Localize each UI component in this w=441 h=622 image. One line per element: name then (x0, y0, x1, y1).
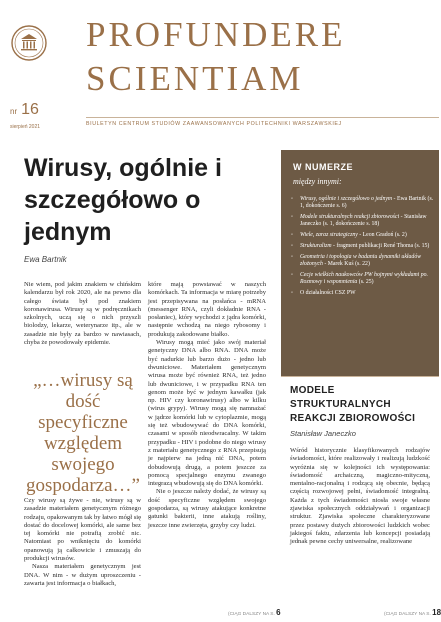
masthead (0, 0, 439, 130)
contents-item-title: Geometria i topologia w badaniu dynamiki układów złożonych (300, 254, 422, 267)
issue-number-value: 16 (21, 101, 39, 118)
issue-number (10, 101, 39, 119)
second-article-author: Stanisław Janeczko (290, 429, 356, 438)
bullet-icon: ◦ (291, 254, 294, 260)
contents-item-title: Cecje wielkich naukowców PW hojnymi wykładami po. Rozmowy i wspomnienia (300, 272, 428, 285)
pull-quote: „…wirusy są dość specyficzne względem swojego gospodarza…” (26, 370, 140, 496)
contents-item-info: - Marek Kuś (s. 22) (322, 261, 370, 267)
article-column-1-continued (24, 497, 141, 588)
continued-page: 6 (276, 608, 281, 617)
bullet-icon: ◦ (291, 243, 294, 249)
sidebar-subtitle: między innymi: (293, 177, 342, 186)
contents-list (291, 196, 435, 301)
paragraph: Nasza materiałem genetycznym jest DNA. W nim - w dużym uproszczeniu - zawarta jest informacja o białkach, (24, 563, 141, 587)
paragraph: Czy wirusy są żywe - nie, wirusy są w zasadzie materiałem genetycznym różnego rodzaju, opakowanym tak by łatwo mógł się dostać do docelowej komórki, ale same bez tej komórki nie potrafią zrobić nic. Natomiast po wniknięciu do komórki opanowują ją całkowicie i zmuszają do produkcji wirusów. (24, 497, 142, 563)
contents-item-title: Wirusy, ogólnie i szczegółowo o jednym (300, 196, 393, 202)
masthead-title-line1: PROFUNDERE (86, 15, 346, 54)
paragraph: Wśród historycznie klasyfikowanych rodzajów świadomości, które realizowały i realizują ludzkość wyróżnia się w kolejności ich występowania: świadomość archaiczną, magiczno-mityczną, mentalno-racjonalną i rodzącą się obecnie, będącą częścią rozwojowej pełni, świadomość integralną. Każda z tych świadomości niosła swoje własne zjawiska społecznych oddziaływań i organizacji struktur. Zjawiska społeczne charakteryzowane przez postawy dużych zbiorowości ludzkich wobec jakiegoś faktu, zdarzenia lub koncepcji posiadają jednak pewne cechy uniwersalne, realizowane (290, 447, 430, 546)
article-column-2 (148, 281, 266, 530)
continued-note-article2 (384, 608, 441, 617)
bullet-icon: ◦ (291, 214, 294, 220)
article-author: Ewa Bartnik (24, 255, 67, 264)
paragraph: Wirusy mogą mieć jako swój materiał genetyczny DNA albo RNA. DNA może być nadurkie lub barzo dużo - jedno lub dwuniciowe. Materiałem genetycznym wirusa może być również RNA, też jedno lub dwuniciowe, i w przypadku RNA ten genom może być w jednym kawałku (jak np. HIV czy koronawirusy) albo w kilku (wirus grypy). Wirusy mogą się namnażać w jądrze komórki lub w cytoplazmie, mogą się też wbudowywać do DNA komórki, czasami w sposób nieodwracalny. W takim przypadku - HIV i podobne do niego wirusy z materiału genetycznego z RNA przepisują je najpierw na jedną nić DNA, potem dobudowują drugą, a potem jeszcze za pomocą specjalnego enzymu zwanego integrazą wbudowują się do DNA komórki. (148, 339, 266, 488)
bulletin-subtitle: BIULETYN CENTRUM STUDIÓW ZAAWANSOWANYCH POLITECHNIKI WARSZAWSKIEJ (86, 121, 342, 127)
bullet-icon: ◦ (291, 272, 294, 278)
contents-item-title: Modele strukturalnych reakcji zbiorowości (300, 214, 400, 220)
contents-item[interactable] (291, 290, 435, 297)
contents-item[interactable] (291, 232, 435, 239)
second-article-title: MODELE STRUKTURALNYCH REAKCJI ZBIOROWOŚCI (290, 385, 416, 424)
bullet-icon: ◦ (291, 232, 294, 238)
bullet-icon: ◦ (291, 290, 294, 296)
in-this-issue-box (281, 150, 439, 376)
contents-item[interactable] (291, 272, 435, 286)
article-column-1 (24, 281, 141, 347)
second-article-column (290, 447, 430, 547)
contents-item-title: Strukturalizm (300, 243, 332, 249)
contents-item-info: - Leon Gradoń (s. 2) (357, 232, 407, 238)
contents-item-info: - fragment publikacji René Thoma (s. 15) (331, 243, 430, 249)
contents-item[interactable] (291, 254, 435, 268)
paragraph: Nie o jeszcze należy dodać, że wirusy są dość specyficzne względem swojego gospodarza, są wirusy atakujące konkretne gatunki bakterii, inne atakują rośliny, jeszcze inne zwierzęta, grzyby czy ludzi. (148, 488, 266, 529)
paragraph: Nie wiem, pod jakim znakiem w chińskim kalendarzu był rok 2020, ale na pewno dla całego świata był pod znakiem koronawirusa. Wirusy są w podręcznikach szkolnych, uczą się o nich przyszli biolodzy, lekarze, weterynarze itp., ale w zasadzie nie były za bardzo w nawiasach, chyba że powodowały epidemie. (24, 281, 141, 347)
paragraph: które mają powstawać w naszych komórkach. Ta informacja w miarę potrzeby jest przepisywana na posłańca - mRNA (messenger RNA, czyli dokładnie RNA - posłaniec), który wychodzi z jądra komórki, następnie wchodzą na niego rybosomy i produkują zakodowane białko. (148, 281, 266, 338)
contents-item-info: - Ewa Bartnik (s. 1, dokończenie s. 6) (300, 196, 434, 209)
masthead-divider (86, 117, 439, 118)
contents-item[interactable] (291, 214, 435, 228)
continued-note-article1 (228, 608, 281, 617)
contents-item-info: O działalności CSZ PW (300, 290, 356, 296)
contents-item-info: (s. 25) (357, 279, 374, 285)
continued-page: 18 (432, 608, 441, 617)
continued-label: (CIĄG DALSZY NA S. (228, 612, 275, 617)
contents-item-info: - Stanisław Janeczko (s. 1, dokończenie s. 18) (300, 214, 427, 227)
sidebar-title: W NUMERZE (293, 162, 353, 172)
contents-item[interactable] (291, 243, 435, 250)
contents-item[interactable] (291, 196, 435, 210)
masthead-title-line2: SCIENTIAM (86, 59, 304, 98)
continued-label: (CIĄG DALSZY NA S. (384, 612, 431, 617)
section-divider (281, 376, 439, 377)
bullet-icon: ◦ (291, 196, 294, 202)
issue-date: sierpień 2021 (10, 124, 41, 130)
issue-prefix: nr (10, 107, 18, 116)
institution-logo-icon (10, 24, 48, 62)
contents-item-title: Wiele, zaraz strategiczny (300, 232, 358, 238)
article-title: Wirusy, ogólnie i szczegółowo o jednym (24, 154, 222, 246)
